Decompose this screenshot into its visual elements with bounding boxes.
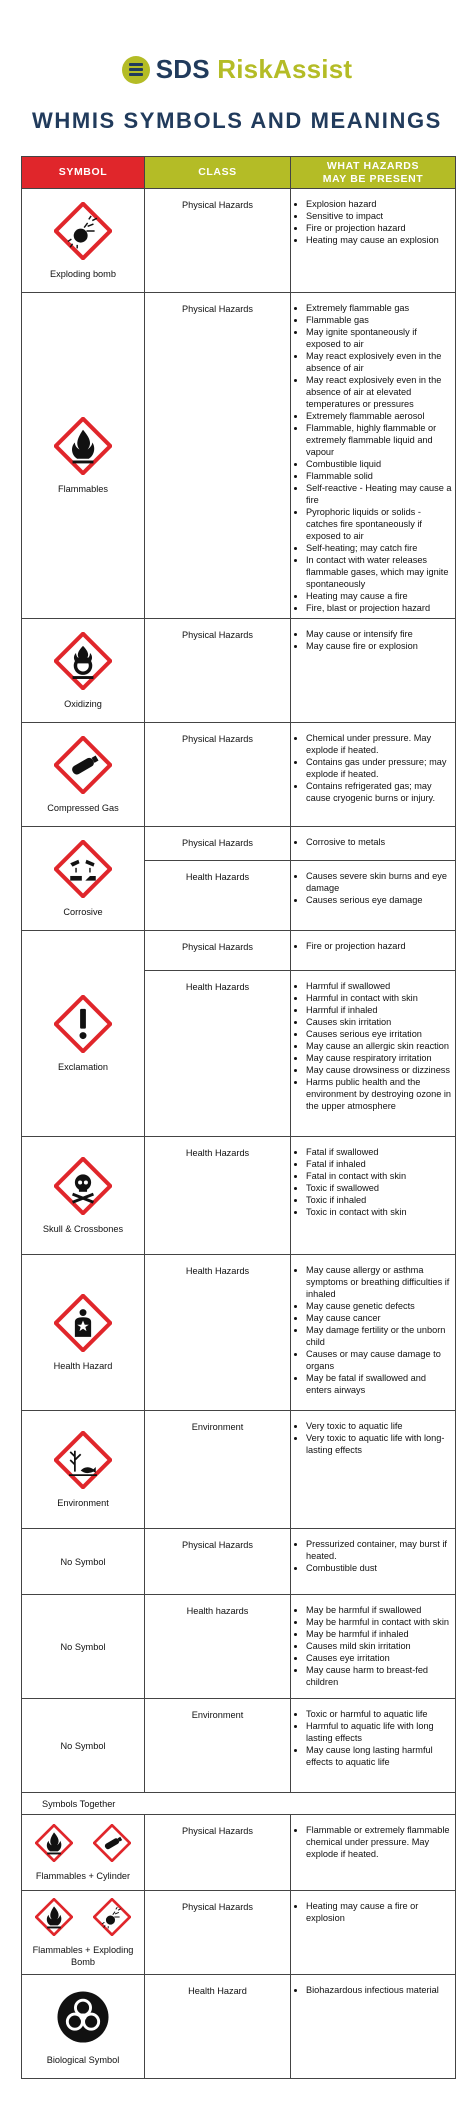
hazard-item: • May cause fire or explosion bbox=[306, 640, 453, 652]
hazard-item: • May cause cancer bbox=[306, 1312, 453, 1324]
flame-over-circle-icon bbox=[54, 632, 112, 690]
flame-icon bbox=[35, 1824, 73, 1862]
table-row bbox=[22, 619, 456, 723]
hazard-list bbox=[295, 870, 453, 906]
symbol-cell bbox=[22, 1411, 145, 1529]
hazard-list bbox=[295, 1824, 453, 1860]
environment-icon bbox=[54, 1431, 112, 1489]
hazards-cell bbox=[291, 971, 456, 1137]
skull-crossbones-icon bbox=[54, 1157, 112, 1215]
hazard-list bbox=[295, 1146, 453, 1218]
hazard-item: • Fatal in contact with skin bbox=[306, 1170, 453, 1182]
hazards-cell bbox=[291, 931, 456, 971]
table-row bbox=[22, 293, 456, 619]
table-row bbox=[22, 1891, 456, 1975]
hazards-cell bbox=[291, 1891, 456, 1975]
symbol-name: Health Hazard bbox=[53, 1360, 113, 1371]
hazard-item: • May cause harm to breast-fed children bbox=[306, 1664, 453, 1688]
hazard-item: • Toxic or harmful to aquatic life bbox=[306, 1708, 453, 1720]
hazard-item: • May react explosively even in the absence of air bbox=[306, 350, 453, 374]
hazard-list bbox=[295, 980, 453, 1112]
symbol-name: Environment bbox=[57, 1497, 109, 1508]
hazard-list bbox=[295, 940, 453, 952]
hazard-item: • Extremely flammable gas bbox=[306, 302, 453, 314]
header-symbol: SYMBOL bbox=[22, 157, 145, 189]
table-row bbox=[22, 1255, 456, 1411]
symbol-name: Biological Symbol bbox=[46, 2054, 120, 2065]
symbol-name: Exploding bomb bbox=[50, 268, 116, 279]
hazards-cell bbox=[291, 619, 456, 723]
hazard-item: • May react explosively even in the absence of air at elevated temperatures or pressures bbox=[306, 374, 453, 410]
exploding-bomb-icon bbox=[93, 1898, 131, 1936]
exploding-bomb-icon bbox=[54, 202, 112, 260]
section-row bbox=[22, 1793, 456, 1815]
symbol-cell bbox=[22, 931, 145, 1137]
hazard-list bbox=[295, 628, 453, 652]
class-cell: Physical Hazards bbox=[145, 931, 291, 971]
hazard-list bbox=[295, 1708, 453, 1768]
hazard-item: • Contains gas under pressure; may explode if heated. bbox=[306, 756, 453, 780]
hazards-cell bbox=[291, 189, 456, 293]
hazard-list bbox=[295, 1538, 453, 1574]
table-row bbox=[22, 1595, 456, 1699]
symbol-cell bbox=[22, 1529, 145, 1595]
hazard-item: • Causes mild skin irritation bbox=[306, 1640, 453, 1652]
symbol-cell bbox=[22, 293, 145, 619]
hazard-item: • Causes serious eye damage bbox=[306, 894, 453, 906]
table-header-row bbox=[22, 157, 456, 189]
class-cell: Physical Hazards bbox=[145, 189, 291, 293]
hazard-item: • Fatal if swallowed bbox=[306, 1146, 453, 1158]
hazard-item: • Toxic if swallowed bbox=[306, 1182, 453, 1194]
hazard-item: • Flammable gas bbox=[306, 314, 453, 326]
hazard-item: • May be fatal if swallowed and enters airways bbox=[306, 1372, 453, 1396]
table-row bbox=[22, 189, 456, 293]
symbol-cell bbox=[22, 1595, 145, 1699]
class-cell: Physical Hazards bbox=[145, 1891, 291, 1975]
hazard-item: • Causes serious eye irritation bbox=[306, 1028, 453, 1040]
symbol-name: No Symbol bbox=[60, 1556, 106, 1567]
symbol-name: Compressed Gas bbox=[47, 802, 119, 813]
header-class: CLASS bbox=[145, 157, 291, 189]
hazard-list bbox=[295, 1264, 453, 1396]
hazard-item: • May cause or intensify fire bbox=[306, 628, 453, 640]
hazard-list bbox=[295, 1604, 453, 1688]
hazard-list bbox=[295, 1420, 453, 1456]
symbol-name: No Symbol bbox=[60, 1740, 106, 1751]
hazard-item: • Harmful if inhaled bbox=[306, 1004, 453, 1016]
hazard-list bbox=[295, 1900, 453, 1924]
hazard-list bbox=[295, 1984, 453, 1996]
hazard-item: • Self-heating; may catch fire bbox=[306, 542, 453, 554]
hazard-item: • Sensitive to impact bbox=[306, 210, 453, 222]
hazard-item: • Combustible dust bbox=[306, 1562, 453, 1574]
hazard-item: • May ignite spontaneously if exposed to air bbox=[306, 326, 453, 350]
hazard-list bbox=[295, 302, 453, 614]
hazard-list bbox=[295, 732, 453, 804]
hazard-item: • In contact with water releases flammable gases, which may ignite spontaneously bbox=[306, 554, 453, 590]
hazards-cell bbox=[291, 827, 456, 861]
hazard-item: • Fire, blast or projection hazard bbox=[306, 602, 453, 614]
class-cell: Physical Hazards bbox=[145, 1815, 291, 1891]
hazard-item: • Combustible liquid bbox=[306, 458, 453, 470]
symbol-cell bbox=[22, 1699, 145, 1793]
hazards-cell bbox=[291, 1255, 456, 1411]
symbol-cell bbox=[22, 1255, 145, 1411]
hazard-item: • Heating may cause a fire or explosion bbox=[306, 1900, 453, 1924]
table-row bbox=[22, 931, 456, 971]
hazard-item: • Self-reactive - Heating may cause a fire bbox=[306, 482, 453, 506]
hazard-item: • Harmful to aquatic life with long lasting effects bbox=[306, 1720, 453, 1744]
hazard-item: • May damage fertility or the unborn child bbox=[306, 1324, 453, 1348]
whmis-table bbox=[21, 156, 456, 2079]
class-cell: Health Hazards bbox=[145, 1255, 291, 1411]
hazard-item: • Causes eye irritation bbox=[306, 1652, 453, 1664]
class-cell: Health Hazards bbox=[145, 1137, 291, 1255]
flame-icon bbox=[54, 417, 112, 475]
table-row bbox=[22, 723, 456, 827]
hazard-item: • Harmful if swallowed bbox=[306, 980, 453, 992]
page-title: WHMIS SYMBOLS AND MEANINGS bbox=[32, 108, 442, 133]
class-cell: Physical Hazards bbox=[145, 827, 291, 861]
hazard-item: • May cause allergy or asthma symptoms or breathing difficulties if inhaled bbox=[306, 1264, 453, 1300]
header-hazards-line1: WHAT HAZARDS bbox=[326, 159, 420, 172]
gas-cylinder-icon bbox=[93, 1824, 131, 1862]
hazard-item: • Toxic in contact with skin bbox=[306, 1206, 453, 1218]
hazard-item: • Pyrophoric liquids or solids - catches fire spontaneously if exposed to air bbox=[306, 506, 453, 542]
hazard-item: • Flammable solid bbox=[306, 470, 453, 482]
header-hazards-line2: MAY BE PRESENT bbox=[322, 172, 424, 185]
class-cell: Physical Hazards bbox=[145, 293, 291, 619]
symbol-name: Flammables bbox=[57, 483, 109, 494]
symbol-cell bbox=[22, 619, 145, 723]
hazards-cell bbox=[291, 1815, 456, 1891]
table-row bbox=[22, 1975, 456, 2079]
hazards-cell bbox=[291, 1411, 456, 1529]
class-cell: Physical Hazards bbox=[145, 619, 291, 723]
health-hazard-icon bbox=[54, 1294, 112, 1352]
symbol-cell bbox=[22, 1891, 145, 1975]
hazard-item: • Biohazardous infectious material bbox=[306, 1984, 453, 1996]
hazards-cell bbox=[291, 1529, 456, 1595]
symbol-cell bbox=[22, 1975, 145, 2079]
hazard-item: • Fatal if inhaled bbox=[306, 1158, 453, 1170]
symbol-name: Oxidizing bbox=[64, 698, 102, 709]
hazard-item: • May be harmful if inhaled bbox=[306, 1628, 453, 1640]
table-row bbox=[22, 1529, 456, 1595]
hazard-item: • May cause genetic defects bbox=[306, 1300, 453, 1312]
header-hazards bbox=[291, 157, 456, 189]
hazards-cell bbox=[291, 1975, 456, 2079]
hazard-item: • May cause respiratory irritation bbox=[306, 1052, 453, 1064]
hazard-item: • Heating may cause an explosion bbox=[306, 234, 453, 246]
symbol-name: Flammables + Exploding Bomb bbox=[32, 1944, 134, 1967]
hazards-cell bbox=[291, 293, 456, 619]
symbol-name: Flammables + Cylinder bbox=[35, 1870, 131, 1881]
symbol-cell bbox=[22, 1815, 145, 1891]
hazards-cell bbox=[291, 1595, 456, 1699]
logo-sds: SDS bbox=[155, 54, 210, 84]
hazard-item: • Causes or may cause damage to organs bbox=[306, 1348, 453, 1372]
section-label: Symbols Together bbox=[22, 1793, 456, 1815]
hazard-item: • Fire or projection hazard bbox=[306, 222, 453, 234]
symbol-name: Exclamation bbox=[57, 1061, 109, 1072]
hazard-list bbox=[295, 198, 453, 246]
table-row bbox=[22, 1411, 456, 1529]
hazard-item: • Flammable, highly flammable or extremely flammable liquid and vapour bbox=[306, 422, 453, 458]
table-row bbox=[22, 1137, 456, 1255]
symbol-cell bbox=[22, 189, 145, 293]
hazard-item: • Toxic if inhaled bbox=[306, 1194, 453, 1206]
hazard-item: • May cause drowsiness or dizziness bbox=[306, 1064, 453, 1076]
hazard-item: • Harms public health and the environment by destroying ozone in the upper atmosphere bbox=[306, 1076, 453, 1112]
hazards-cell bbox=[291, 861, 456, 931]
flame-icon bbox=[35, 1898, 73, 1936]
hazard-item: • Fire or projection hazard bbox=[306, 940, 453, 952]
logo bbox=[0, 54, 474, 85]
corrosion-icon bbox=[54, 840, 112, 898]
hazard-item: • Contains refrigerated gas; may cause cryogenic burns or injury. bbox=[306, 780, 453, 804]
symbol-cell bbox=[22, 827, 145, 931]
class-cell: Health Hazards bbox=[145, 861, 291, 931]
hazard-item: • Very toxic to aquatic life bbox=[306, 1420, 453, 1432]
hazard-item: • Causes severe skin burns and eye damage bbox=[306, 870, 453, 894]
symbol-name: Corrosive bbox=[63, 906, 103, 917]
hazard-item: • May be harmful in contact with skin bbox=[306, 1616, 453, 1628]
symbol-name: Skull & Crossbones bbox=[42, 1223, 124, 1234]
class-cell: Environment bbox=[145, 1411, 291, 1529]
class-cell: Health Hazard bbox=[145, 1975, 291, 2079]
class-cell: Health Hazards bbox=[145, 971, 291, 1137]
class-cell: Health hazards bbox=[145, 1595, 291, 1699]
hazard-item: • Heating may cause a fire bbox=[306, 590, 453, 602]
hazard-item: • Corrosive to metals bbox=[306, 836, 453, 848]
logo-mark-icon bbox=[122, 56, 150, 84]
exclamation-mark-icon bbox=[54, 995, 112, 1053]
hazard-item: • Harmful in contact with skin bbox=[306, 992, 453, 1004]
hazard-item: • Causes skin irritation bbox=[306, 1016, 453, 1028]
logo-riskassist: RiskAssist bbox=[217, 54, 353, 84]
hazard-item: • May cause long lasting harmful effects to aquatic life bbox=[306, 1744, 453, 1768]
hazard-item: • Chemical under pressure. May explode if heated. bbox=[306, 732, 453, 756]
hazard-item: • May cause an allergic skin reaction bbox=[306, 1040, 453, 1052]
table-row bbox=[22, 827, 456, 861]
hazard-item: • Very toxic to aquatic life with long-lasting effects bbox=[306, 1432, 453, 1456]
biohazard-icon bbox=[54, 1988, 112, 2046]
hazards-cell bbox=[291, 1137, 456, 1255]
class-cell: Physical Hazards bbox=[145, 723, 291, 827]
symbol-cell bbox=[22, 1137, 145, 1255]
class-cell: Physical Hazards bbox=[145, 1529, 291, 1595]
gas-cylinder-icon bbox=[54, 736, 112, 794]
hazard-item: • Pressurized container, may burst if heated. bbox=[306, 1538, 453, 1562]
hazard-list bbox=[295, 836, 453, 848]
table-row bbox=[22, 1699, 456, 1793]
hazard-item: • Explosion hazard bbox=[306, 198, 453, 210]
symbol-name: No Symbol bbox=[60, 1641, 106, 1652]
hazard-item: • Extremely flammable aerosol bbox=[306, 410, 453, 422]
hazard-item: • May be harmful if swallowed bbox=[306, 1604, 453, 1616]
table-row bbox=[22, 1815, 456, 1891]
hazards-cell bbox=[291, 1699, 456, 1793]
symbol-cell bbox=[22, 723, 145, 827]
hazard-item: • Flammable or extremely flammable chemical under pressure. May explode if heated. bbox=[306, 1824, 453, 1860]
logo-text bbox=[156, 54, 352, 85]
class-cell: Environment bbox=[145, 1699, 291, 1793]
hazards-cell bbox=[291, 723, 456, 827]
